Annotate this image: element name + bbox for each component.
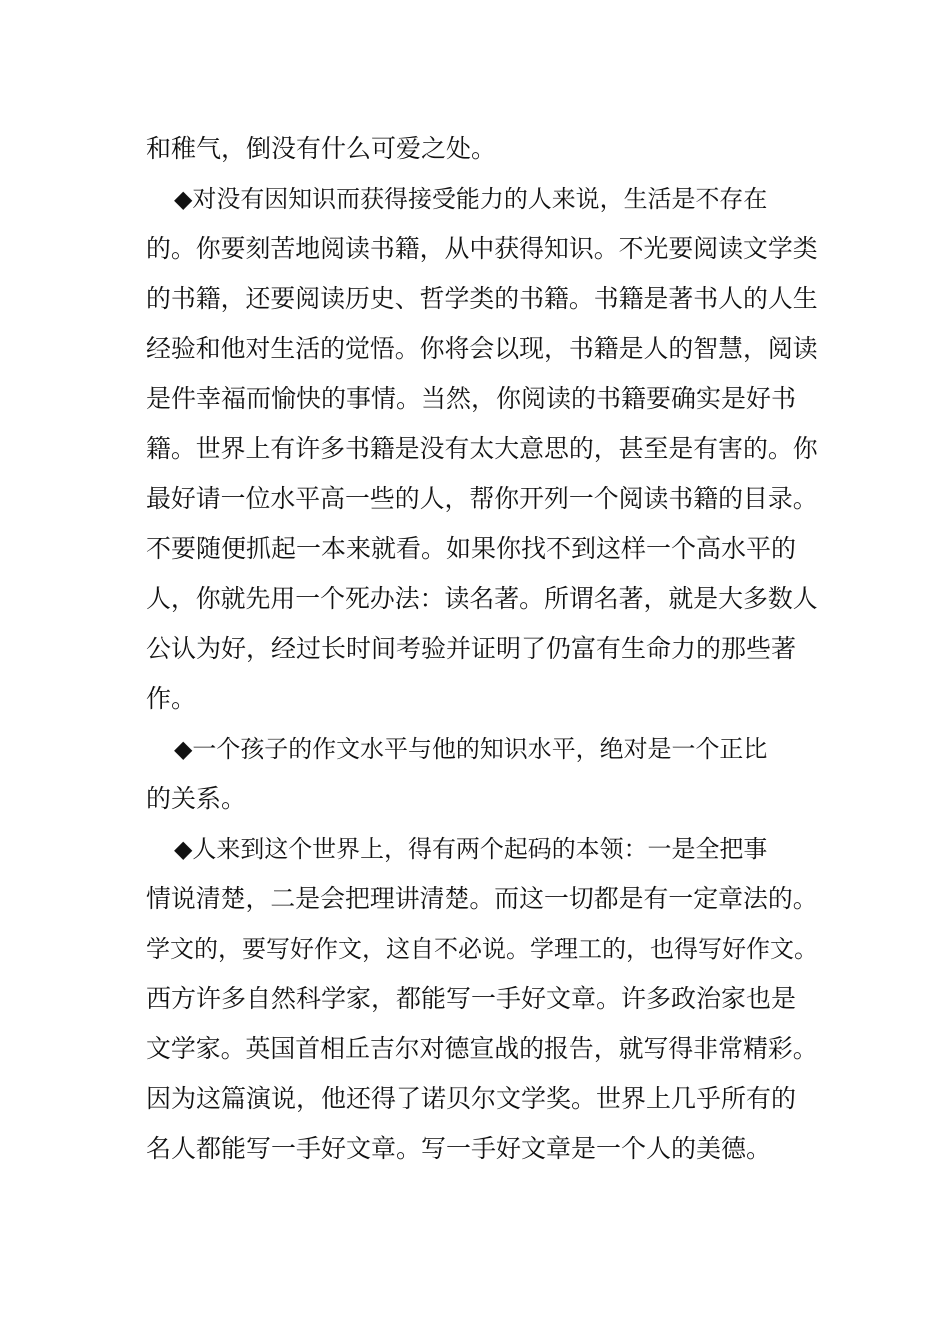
text-line: ◆人来到这个世界上，得有两个起码的本领：一是全把事 [174,835,768,863]
document-body [146,124,818,1174]
text-line: 籍。世界上有许多书籍是没有太大意思的，甚至是有害的。你 [146,434,818,463]
text-line: 经验和他对生活的觉悟。你将会以现，书籍是人的智慧，阅读 [146,334,818,363]
text-line: 西方许多自然科学家，都能写一手好文章。许多政治家也是 [146,984,797,1013]
text-line: 最好请一位水平高一些的人，帮你开列一个阅读书籍的目录。 [146,484,818,513]
text-line: 不要随便抓起一本来就看。如果你找不到这样一个高水平的 [146,534,797,563]
text-line: 的。你要刻苦地阅读书籍，从中获得知识。不光要阅读文学类 [146,234,818,263]
text-line: 和稚气，倒没有什么可爱之处。 [146,134,497,163]
text-line: 作。 [146,684,197,713]
paragraph [146,724,818,824]
text-line: 因为这篇演说，他还得了诺贝尔文学奖。世界上几乎所有的 [146,1084,797,1113]
paragraph [146,824,818,1174]
text-line: 文学家。英国首相丘吉尔对德宣战的报告，就写得非常精彩。 [146,1034,818,1063]
text-line: 是件幸福而愉快的事情。当然，你阅读的书籍要确实是好书 [146,384,797,413]
text-line: 的关系。 [146,784,247,813]
text-line: 学文的，要写好作文，这自不必说。学理工的，也得写好作文。 [146,935,818,963]
text-line: 的书籍，还要阅读历史、哲学类的书籍。书籍是著书人的人生 [146,284,818,313]
text-line: 名人都能写一手好文章。写一手好文章是一个人的美德。 [146,1134,772,1163]
text-line: 公认为好，经过长时间考验并证明了仍富有生命力的那些著 [146,634,797,663]
text-line: 人，你就先用一个死办法：读名著。所谓名著，就是大多数人 [146,584,818,613]
text-line: ◆对没有因知识而获得接受能力的人来说，生活是不存在 [174,185,768,213]
paragraph [146,124,818,174]
text-line: 情说清楚，二是会把理讲清楚。而这一切都是有一定章法的。 [146,884,818,913]
text-line: ◆一个孩子的作文水平与他的知识水平，绝对是一个正比 [174,735,768,763]
paragraph [146,174,818,724]
